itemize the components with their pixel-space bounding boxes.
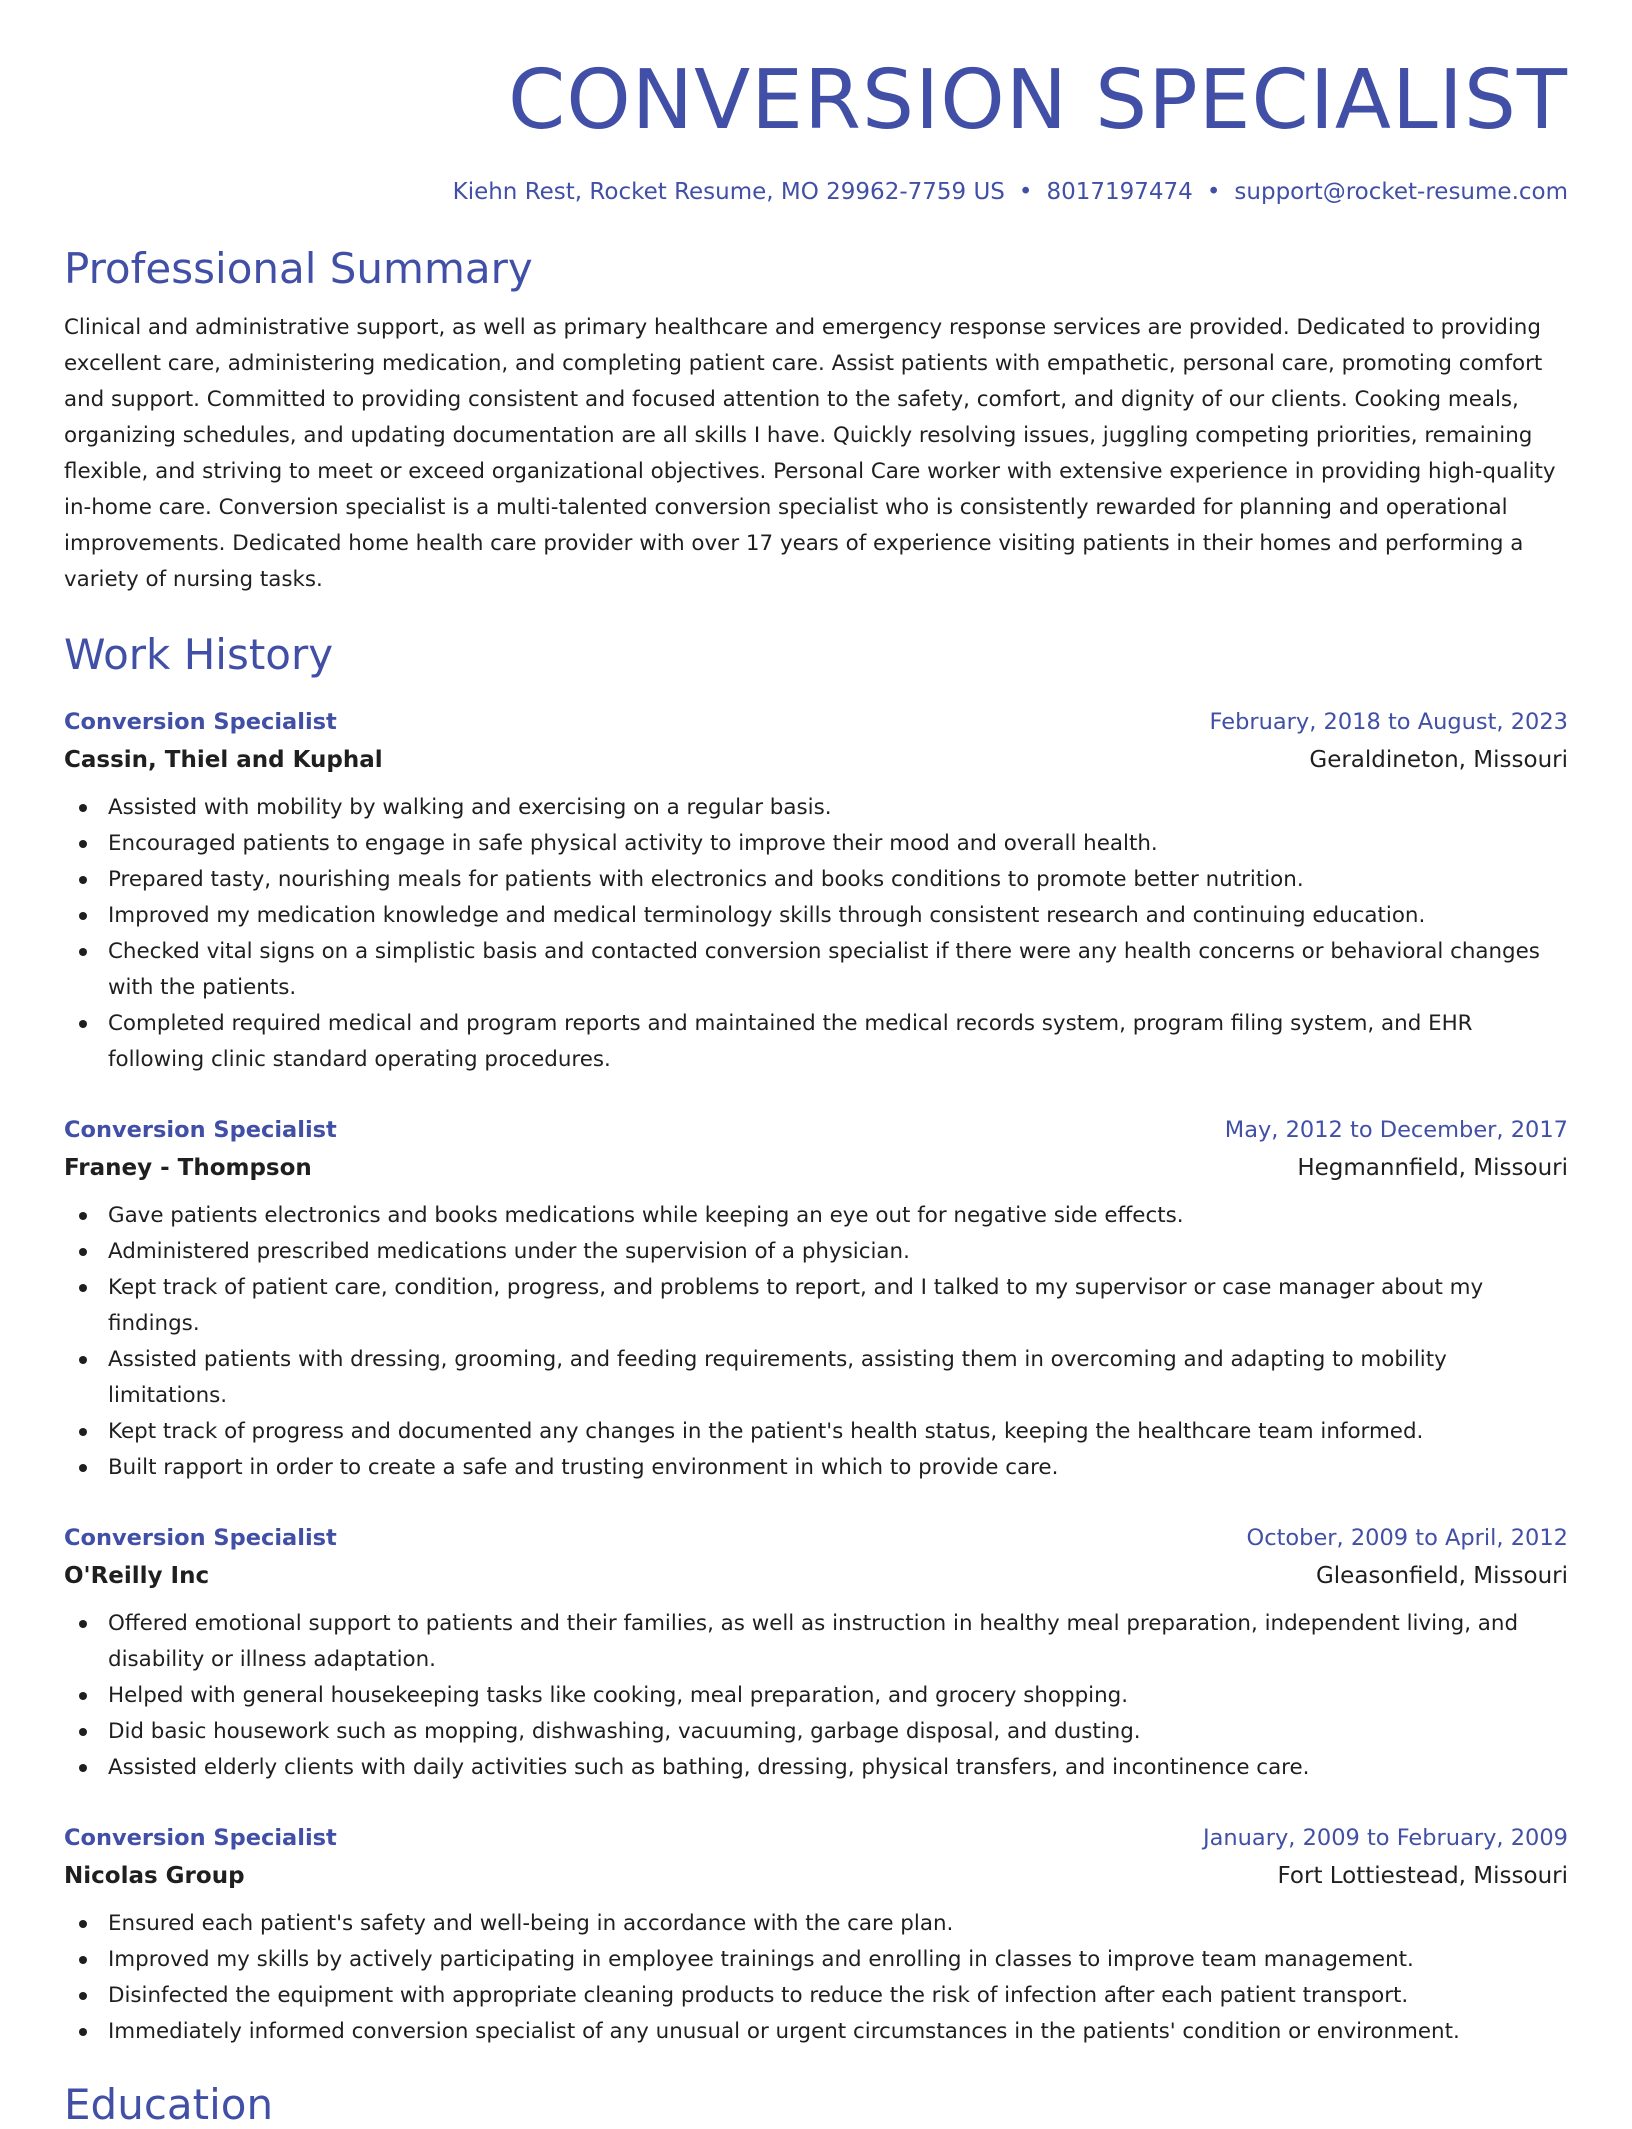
job-subheader bbox=[64, 1148, 1568, 1188]
job-bullets bbox=[64, 1198, 1568, 1486]
job-company: Nicolas Group bbox=[64, 1863, 245, 1889]
education-heading: Education bbox=[64, 2080, 274, 2129]
job-dates: January, 2009 to February, 2009 bbox=[1202, 1825, 1568, 1851]
job-company: Cassin, Thiel and Kuphal bbox=[64, 747, 383, 773]
job-bullets bbox=[64, 790, 1568, 1078]
list-item: Disinfected the equipment with appropriate cleaning products to reduce the risk of infection after each patient transport. bbox=[64, 1978, 1568, 2014]
contact-email[interactable]: support@rocket-resume.com bbox=[1234, 179, 1568, 205]
job-location: Fort Lottiestead, Missouri bbox=[1277, 1863, 1568, 1889]
list-item: Ensured each patient's safety and well-being in accordance with the care plan. bbox=[64, 1906, 1568, 1942]
list-item: Offered emotional support to patients and their families, as well as instruction in healthy meal preparation, independent living, and disability or illness adaptation. bbox=[64, 1606, 1568, 1678]
job-dates: May, 2012 to December, 2017 bbox=[1224, 1117, 1568, 1143]
list-item: Helped with general housekeeping tasks like cooking, meal preparation, and grocery shopping. bbox=[64, 1678, 1568, 1714]
job-location: Gleasonfield, Missouri bbox=[1315, 1563, 1568, 1589]
contact-phone: 8017197474 bbox=[1046, 179, 1193, 205]
list-item: Kept track of progress and documented any changes in the patient's health status, keeping the healthcare team informed. bbox=[64, 1414, 1568, 1450]
list-item: Improved my medication knowledge and medical terminology skills through consistent research and continuing education. bbox=[64, 898, 1568, 934]
contact-line bbox=[64, 176, 1568, 208]
job-subheader bbox=[64, 740, 1568, 780]
job-dates: October, 2009 to April, 2012 bbox=[1246, 1525, 1568, 1551]
job-role: Conversion Specialist bbox=[64, 1117, 337, 1143]
job-dates: February, 2018 to August, 2023 bbox=[1209, 709, 1568, 735]
resume-page bbox=[64, 0, 1568, 2129]
contact-address: Kiehn Rest, Rocket Resume, MO 29962-7759 US bbox=[452, 179, 1005, 205]
resume-name: CONVERSION SPECIALIST bbox=[507, 53, 1568, 148]
list-item: Administered prescribed medications under the supervision of a physician. bbox=[64, 1234, 1568, 1270]
job-entry-3 bbox=[64, 1520, 1568, 1786]
summary-heading: Professional Summary bbox=[64, 244, 533, 293]
list-item: Gave patients electronics and books medications while keeping an eye out for negative side effects. bbox=[64, 1198, 1568, 1234]
job-entry-4 bbox=[64, 1820, 1568, 2050]
summary-text: Clinical and administrative support, as well as primary healthcare and emergency response services are provided. Dedicated to providing excellent care, administering medication, and completing patient care. Assist patients with empathetic, personal care, promoting comfort and support. Committed to providing consistent and focused attention to the safety, comfort, and dignity of our clients. Cooking meals, organizing schedules, and updating documentation are all skills I have. Quickly resolving issues, juggling competing priorities, remaining flexible, and striving to meet or exceed organizational objectives. Personal Care worker with extensive experience in providing high-quality in-home care. Conversion specialist is a multi-talented conversion specialist who is consistently rewarded for planning and operational improvements. Dedicated home health care provider with over 17 years of experience visiting patients in their homes and performing a variety of nursing tasks. bbox=[64, 315, 1556, 592]
job-entry-2 bbox=[64, 1112, 1568, 1486]
job-location: Geraldineton, Missouri bbox=[1309, 747, 1568, 773]
job-company: Franey - Thompson bbox=[64, 1155, 312, 1181]
job-header bbox=[64, 1112, 1568, 1148]
list-item: Kept track of patient care, condition, progress, and problems to report, and I talked to my supervisor or case manager about my findings. bbox=[64, 1270, 1568, 1342]
work-history-heading: Work History bbox=[64, 630, 334, 679]
job-subheader bbox=[64, 1856, 1568, 1896]
job-header bbox=[64, 1820, 1568, 1856]
list-item: Built rapport in order to create a safe and trusting environment in which to provide care. bbox=[64, 1450, 1568, 1486]
job-entry-1 bbox=[64, 704, 1568, 1078]
job-role: Conversion Specialist bbox=[64, 1825, 337, 1851]
list-item: Completed required medical and program reports and maintained the medical records system, program filing system, and EHR following clinic standard operating procedures. bbox=[64, 1006, 1568, 1078]
list-item: Assisted elderly clients with daily activities such as bathing, dressing, physical transfers, and incontinence care. bbox=[64, 1750, 1568, 1786]
job-bullets bbox=[64, 1906, 1568, 2050]
list-item: Checked vital signs on a simplistic basis and contacted conversion specialist if there were any health concerns or behavioral changes with the patients. bbox=[64, 934, 1568, 1006]
job-role: Conversion Specialist bbox=[64, 1525, 337, 1551]
list-item: Immediately informed conversion specialist of any unusual or urgent circumstances in the patients' condition or environment. bbox=[64, 2014, 1568, 2050]
list-item: Did basic housework such as mopping, dishwashing, vacuuming, garbage disposal, and dusting. bbox=[64, 1714, 1568, 1750]
job-location: Hegmannfield, Missouri bbox=[1297, 1155, 1568, 1181]
list-item: Encouraged patients to engage in safe physical activity to improve their mood and overall health. bbox=[64, 826, 1568, 862]
job-bullets bbox=[64, 1606, 1568, 1786]
job-subheader bbox=[64, 1556, 1568, 1596]
list-item: Improved my skills by actively participating in employee trainings and enrolling in classes to improve team management. bbox=[64, 1942, 1568, 1978]
list-item: Prepared tasty, nourishing meals for patients with electronics and books conditions to promote better nutrition. bbox=[64, 862, 1568, 898]
list-item: Assisted with mobility by walking and exercising on a regular basis. bbox=[64, 790, 1568, 826]
contact-separator: • bbox=[1018, 179, 1033, 205]
contact-separator: • bbox=[1206, 179, 1221, 205]
list-item: Assisted patients with dressing, grooming, and feeding requirements, assisting them in overcoming and adapting to mobility limitations. bbox=[64, 1342, 1568, 1414]
job-header bbox=[64, 704, 1568, 740]
job-role: Conversion Specialist bbox=[64, 709, 337, 735]
job-company: O'Reilly Inc bbox=[64, 1563, 210, 1589]
job-header bbox=[64, 1520, 1568, 1556]
